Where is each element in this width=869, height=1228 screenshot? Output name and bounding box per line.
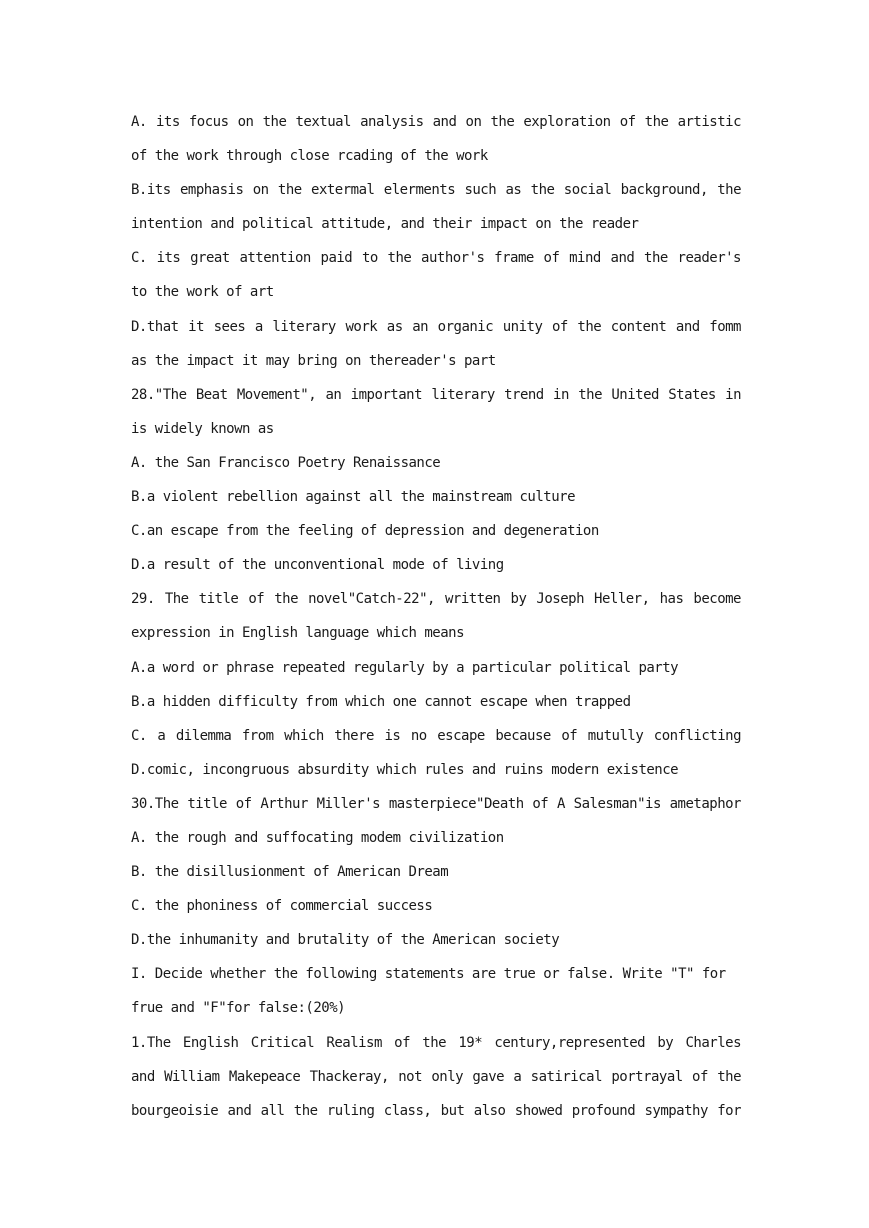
text-line: D.a result of the unconventional mode of living [131,557,504,574]
text-line: A. its focus on the textual analysis and on the exploration of the artistic [131,114,741,130]
text-line: D.comic, incongruous absurdity which rules and ruins modern existence [131,761,679,778]
text-line: A. the San Francisco Poetry Renaissance [131,454,441,471]
text-line: frue and "F"for false:(20%) [131,1000,346,1017]
document-body [131,105,741,1128]
text-line: B.its emphasis on the extermal elerments such as the social background, the [131,182,741,199]
text-line: A. the rough and suffocating modem civilization [131,829,504,846]
text-line: B.a hidden difficulty from which one cannot escape when trapped [131,693,631,710]
text-line: C. the phoniness of commercial success [131,898,433,915]
text-line: D.the inhumanity and brutality of the American society [131,932,560,949]
text-line: 29. The title of the novel"Catch-22", written by Joseph Heller, has become [131,591,741,608]
text-line: of the work through close rcading of the work [131,148,488,165]
text-line: bourgeoisie and all the ruling class, but also showed profound sympathy for [131,1102,741,1119]
text-line: intention and political attitude, and their impact on the reader [131,216,639,233]
text-line: to the work of art [131,284,274,301]
text-line: 1.The English Critical Realism of the 19* century,represented by Charles [131,1034,741,1051]
text-line: and William Makepeace Thackeray, not only gave a satirical portrayal of the [131,1068,741,1085]
text-line: C.an escape from the feeling of depression and degeneration [131,523,599,540]
text-line: is widely known as [131,420,274,437]
text-line: expression in English language which means [131,625,465,642]
text-line: A.a word or phrase repeated regularly by a particular political party [131,659,679,676]
text-line: B. the disillusionment of American Dream [131,864,449,881]
text-line: D.that it sees a literary work as an organic unity of the content and fomm [131,318,741,335]
text-line: C. a dilemma from which there is no escape because of mutully conflicting [131,727,741,744]
text-line: 28."The Beat Movement", an important literary trend in the United States in [131,386,741,403]
text-line: B.a violent rebellion against all the mainstream culture [131,489,576,506]
text-line: as the impact it may bring on thereader's part [131,352,496,369]
text-line: 30.The title of Arthur Miller's masterpiece"Death of A Salesman"is ametaphor [131,795,741,812]
text-line: I. Decide whether the following statements are true or false. Write "T" for [131,966,726,983]
text-line: C. its great attention paid to the author's frame of mind and the reader's [131,250,741,267]
